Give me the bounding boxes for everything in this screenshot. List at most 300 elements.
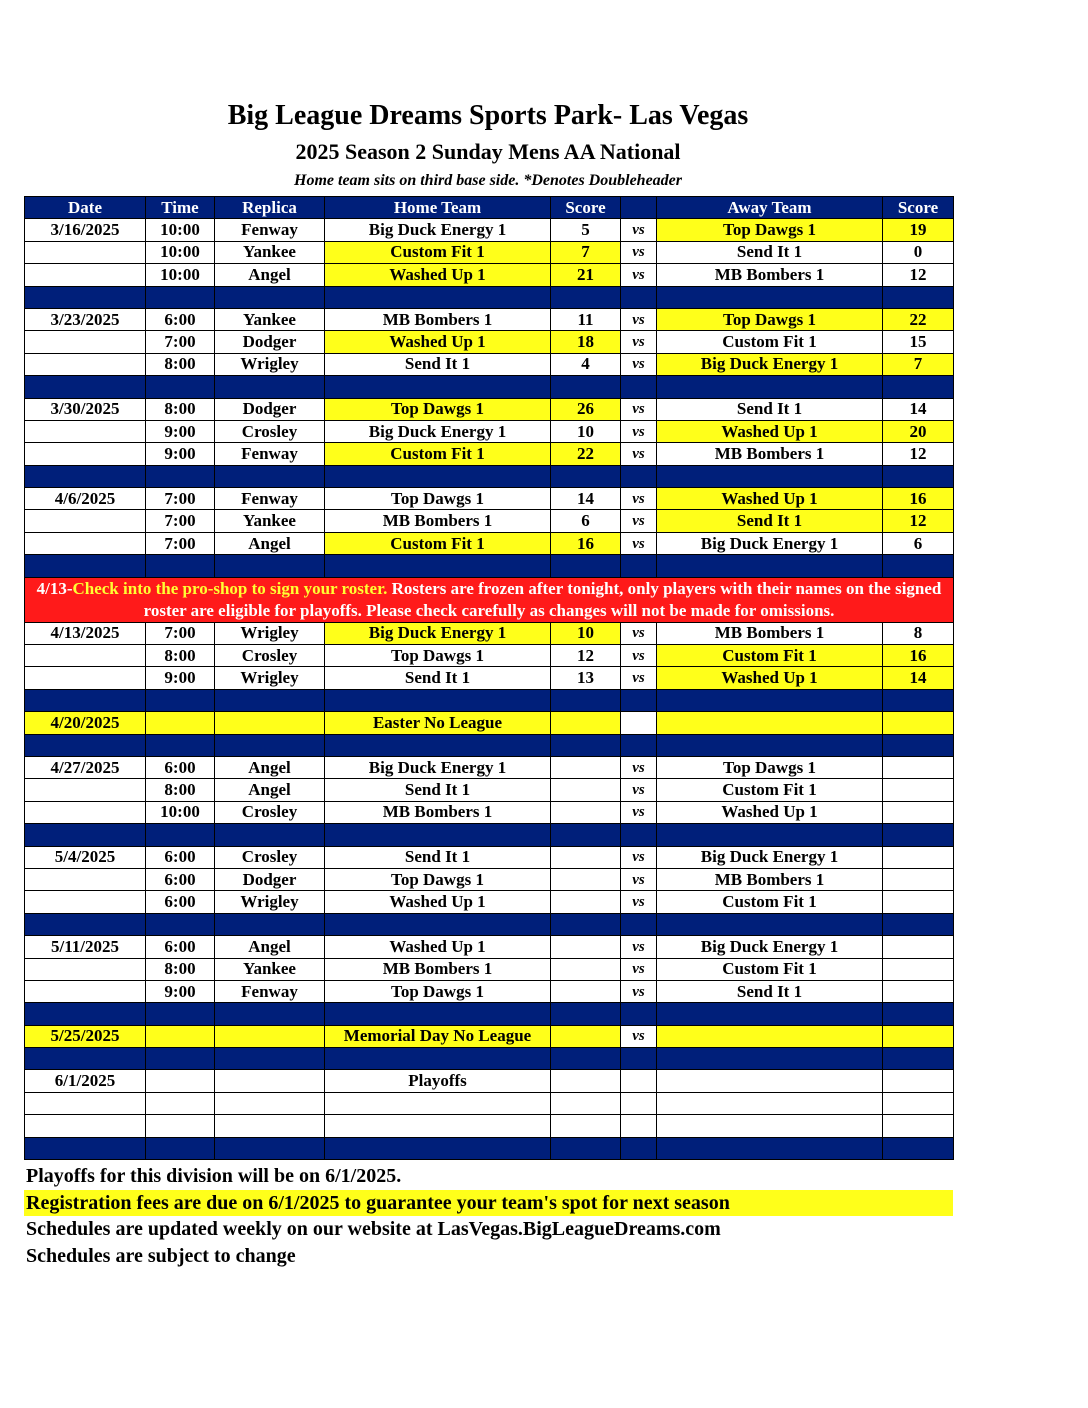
replica-cell <box>215 1115 325 1137</box>
game-row <box>25 622 954 644</box>
away-score-cell <box>883 1070 954 1092</box>
replica-cell: Fenway <box>215 219 325 241</box>
date-cell: 5/4/2025 <box>25 846 146 868</box>
home-score-cell <box>551 712 621 734</box>
time-cell: 9:00 <box>146 667 215 689</box>
date-cell <box>25 779 146 801</box>
replica-cell: Angel <box>215 779 325 801</box>
separator-row <box>25 1137 954 1159</box>
home-score-cell: 13 <box>551 667 621 689</box>
away-team-cell <box>657 712 883 734</box>
separator-cell <box>883 555 954 577</box>
separator-cell <box>146 689 215 711</box>
time-cell: 10:00 <box>146 264 215 286</box>
game-row <box>25 980 954 1002</box>
separator-cell <box>657 1003 883 1025</box>
replica-cell <box>215 1025 325 1047</box>
home-score-cell <box>551 891 621 913</box>
separator-cell <box>215 824 325 846</box>
separator-cell <box>215 465 325 487</box>
home-team-cell: Top Dawgs 1 <box>325 488 551 510</box>
separator-cell <box>657 689 883 711</box>
time-cell: 7:00 <box>146 488 215 510</box>
separator-cell <box>146 824 215 846</box>
vs-cell: vs <box>621 846 657 868</box>
home-team-cell: Memorial Day No League <box>325 1025 551 1047</box>
away-team-cell: Send It 1 <box>657 398 883 420</box>
separator-cell <box>325 555 551 577</box>
home-score-cell: 18 <box>551 331 621 353</box>
time-cell: 6:00 <box>146 308 215 330</box>
time-cell: 6:00 <box>146 756 215 778</box>
away-score-cell: 19 <box>883 219 954 241</box>
game-row <box>25 264 954 286</box>
separator-cell <box>215 913 325 935</box>
date-cell <box>25 331 146 353</box>
separator-cell <box>551 1137 621 1159</box>
time-cell: 7:00 <box>146 510 215 532</box>
home-team-cell: Playoffs <box>325 1070 551 1092</box>
away-team-cell: Big Duck Energy 1 <box>657 846 883 868</box>
separator-cell <box>25 1048 146 1070</box>
time-cell: 9:00 <box>146 980 215 1002</box>
away-score-cell: 22 <box>883 308 954 330</box>
home-team-cell <box>325 1115 551 1137</box>
vs-cell: vs <box>621 241 657 263</box>
separator-cell <box>25 376 146 398</box>
game-row <box>25 353 954 375</box>
separator-cell <box>325 1137 551 1159</box>
roster-warning-row <box>25 577 954 622</box>
home-team-cell: Custom Fit 1 <box>325 532 551 554</box>
separator-cell <box>657 1137 883 1159</box>
replica-cell: Crosley <box>215 801 325 823</box>
time-cell: 7:00 <box>146 331 215 353</box>
home-team-cell: Top Dawgs 1 <box>325 868 551 890</box>
time-cell: 10:00 <box>146 219 215 241</box>
home-score-cell <box>551 779 621 801</box>
time-cell <box>146 1070 215 1092</box>
separator-cell <box>215 286 325 308</box>
date-cell <box>25 353 146 375</box>
replica-cell: Dodger <box>215 868 325 890</box>
home-team-cell: Send It 1 <box>325 353 551 375</box>
separator-cell <box>657 286 883 308</box>
game-row <box>25 510 954 532</box>
home-score-cell <box>551 756 621 778</box>
away-team-cell: Custom Fit 1 <box>657 331 883 353</box>
separator-cell <box>25 1137 146 1159</box>
home-score-cell: 22 <box>551 443 621 465</box>
separator-cell <box>883 824 954 846</box>
date-cell: 5/11/2025 <box>25 936 146 958</box>
separator-cell <box>657 465 883 487</box>
game-row <box>25 1115 954 1137</box>
home-team-cell: Send It 1 <box>325 846 551 868</box>
separator-cell <box>25 689 146 711</box>
separator-row <box>25 689 954 711</box>
away-score-cell: 12 <box>883 264 954 286</box>
home-team-cell: Custom Fit 1 <box>325 443 551 465</box>
time-cell: 10:00 <box>146 241 215 263</box>
separator-cell <box>25 286 146 308</box>
time-cell: 8:00 <box>146 398 215 420</box>
separator-cell <box>883 734 954 756</box>
away-team-cell: Washed Up 1 <box>657 667 883 689</box>
separator-cell <box>551 286 621 308</box>
game-row <box>25 936 954 958</box>
home-score-cell <box>551 1025 621 1047</box>
date-cell <box>25 980 146 1002</box>
game-row <box>25 756 954 778</box>
away-team-cell <box>657 1115 883 1137</box>
time-cell: 6:00 <box>146 868 215 890</box>
separator-cell <box>621 689 657 711</box>
vs-cell: vs <box>621 532 657 554</box>
away-score-cell <box>883 1025 954 1047</box>
separator-cell <box>883 1137 954 1159</box>
game-row <box>25 398 954 420</box>
game-row <box>25 846 954 868</box>
vs-cell: vs <box>621 443 657 465</box>
vs-cell: vs <box>621 936 657 958</box>
away-score-cell <box>883 891 954 913</box>
separator-cell <box>551 1048 621 1070</box>
separator-row <box>25 465 954 487</box>
date-cell <box>25 420 146 442</box>
home-team-cell: Washed Up 1 <box>325 891 551 913</box>
separator-cell <box>215 1137 325 1159</box>
website-note: Schedules are updated weekly on our website at LasVegas.BigLeagueDreams.com <box>26 1218 721 1240</box>
separator-cell <box>215 555 325 577</box>
separator-cell <box>25 465 146 487</box>
banner-highlight: Check into the pro-shop to sign your roster. <box>72 578 388 598</box>
away-score-cell: 16 <box>883 645 954 667</box>
replica-cell: Dodger <box>215 398 325 420</box>
game-row <box>25 420 954 442</box>
away-team-cell: Send It 1 <box>657 241 883 263</box>
replica-cell: Yankee <box>215 510 325 532</box>
separator-cell <box>25 555 146 577</box>
date-cell: 4/13/2025 <box>25 622 146 644</box>
away-score-cell <box>883 980 954 1002</box>
separator-cell <box>25 734 146 756</box>
replica-cell: Fenway <box>215 443 325 465</box>
separator-cell <box>883 689 954 711</box>
separator-cell <box>657 555 883 577</box>
home-team-cell: Big Duck Energy 1 <box>325 622 551 644</box>
replica-cell: Crosley <box>215 420 325 442</box>
away-score-cell: 14 <box>883 398 954 420</box>
date-cell <box>25 241 146 263</box>
separator-cell <box>325 734 551 756</box>
separator-cell <box>621 1048 657 1070</box>
date-cell: 4/27/2025 <box>25 756 146 778</box>
separator-row <box>25 1003 954 1025</box>
away-score-cell <box>883 801 954 823</box>
away-score-cell: 6 <box>883 532 954 554</box>
column-header-home-team: Home Team <box>325 197 551 219</box>
replica-cell: Fenway <box>215 980 325 1002</box>
separator-row <box>25 913 954 935</box>
separator-cell <box>621 1137 657 1159</box>
date-cell <box>25 868 146 890</box>
home-team-cell: MB Bombers 1 <box>325 510 551 532</box>
away-team-cell: Custom Fit 1 <box>657 645 883 667</box>
replica-cell: Dodger <box>215 331 325 353</box>
game-row <box>25 891 954 913</box>
separator-cell <box>325 465 551 487</box>
separator-row <box>25 286 954 308</box>
separator-cell <box>215 1003 325 1025</box>
time-cell <box>146 1025 215 1047</box>
home-score-cell: 21 <box>551 264 621 286</box>
replica-cell: Yankee <box>215 308 325 330</box>
separator-cell <box>883 1048 954 1070</box>
date-cell: 6/1/2025 <box>25 1070 146 1092</box>
separator-row <box>25 824 954 846</box>
time-cell: 7:00 <box>146 622 215 644</box>
game-row <box>25 241 954 263</box>
vs-cell: vs <box>621 420 657 442</box>
vs-cell <box>621 1115 657 1137</box>
separator-cell <box>657 734 883 756</box>
vs-cell: vs <box>621 331 657 353</box>
separator-cell <box>621 824 657 846</box>
separator-cell <box>621 734 657 756</box>
roster-warning-banner <box>25 577 954 622</box>
separator-cell <box>215 734 325 756</box>
date-cell <box>25 532 146 554</box>
away-score-cell <box>883 756 954 778</box>
separator-cell <box>551 1003 621 1025</box>
column-header-time: Time <box>146 197 215 219</box>
date-cell <box>25 801 146 823</box>
vs-cell: vs <box>621 488 657 510</box>
home-team-cell: Send It 1 <box>325 667 551 689</box>
replica-cell: Angel <box>215 532 325 554</box>
home-team-cell: Top Dawgs 1 <box>325 398 551 420</box>
home-team-cell: MB Bombers 1 <box>325 958 551 980</box>
separator-row <box>25 1048 954 1070</box>
banner-prefix: 4/13- <box>36 578 73 598</box>
date-cell <box>25 443 146 465</box>
playoffs-note: Playoffs for this division will be on 6/1/2025. <box>26 1165 402 1187</box>
away-team-cell: MB Bombers 1 <box>657 264 883 286</box>
replica-cell <box>215 712 325 734</box>
date-cell <box>25 264 146 286</box>
replica-cell <box>215 1070 325 1092</box>
separator-cell <box>325 689 551 711</box>
home-team-cell: Big Duck Energy 1 <box>325 756 551 778</box>
separator-cell <box>146 734 215 756</box>
away-team-cell: MB Bombers 1 <box>657 443 883 465</box>
column-header-away-score: Score <box>883 197 954 219</box>
separator-cell <box>325 913 551 935</box>
game-row <box>25 868 954 890</box>
vs-cell: vs <box>621 1025 657 1047</box>
vs-cell: vs <box>621 891 657 913</box>
separator-cell <box>25 1003 146 1025</box>
vs-cell: vs <box>621 510 657 532</box>
time-cell: 6:00 <box>146 846 215 868</box>
time-cell: 8:00 <box>146 958 215 980</box>
date-cell <box>25 645 146 667</box>
away-score-cell <box>883 958 954 980</box>
home-score-cell <box>551 1070 621 1092</box>
separator-cell <box>883 376 954 398</box>
date-cell: 5/25/2025 <box>25 1025 146 1047</box>
home-team-cell: Easter No League <box>325 712 551 734</box>
vs-cell: vs <box>621 801 657 823</box>
away-team-cell: MB Bombers 1 <box>657 868 883 890</box>
separator-row <box>25 376 954 398</box>
vs-cell: vs <box>621 398 657 420</box>
separator-cell <box>146 1048 215 1070</box>
away-team-cell: Big Duck Energy 1 <box>657 353 883 375</box>
away-team-cell: Custom Fit 1 <box>657 779 883 801</box>
time-cell: 8:00 <box>146 779 215 801</box>
separator-cell <box>325 824 551 846</box>
game-row <box>25 645 954 667</box>
away-team-cell <box>657 1025 883 1047</box>
away-team-cell: Washed Up 1 <box>657 488 883 510</box>
separator-cell <box>883 286 954 308</box>
vs-cell <box>621 1070 657 1092</box>
away-score-cell: 16 <box>883 488 954 510</box>
column-header-replica: Replica <box>215 197 325 219</box>
home-score-cell <box>551 958 621 980</box>
separator-cell <box>146 1003 215 1025</box>
home-team-cell <box>325 1092 551 1114</box>
game-row <box>25 1070 954 1092</box>
away-team-cell: Top Dawgs 1 <box>657 308 883 330</box>
home-score-cell <box>551 868 621 890</box>
home-score-cell <box>551 936 621 958</box>
date-cell <box>25 510 146 532</box>
time-cell <box>146 1092 215 1114</box>
date-cell: 3/23/2025 <box>25 308 146 330</box>
replica-cell: Angel <box>215 264 325 286</box>
schedule-table <box>24 196 954 1160</box>
separator-cell <box>551 913 621 935</box>
separator-cell <box>621 376 657 398</box>
vs-cell: vs <box>621 308 657 330</box>
away-score-cell <box>883 712 954 734</box>
separator-cell <box>621 913 657 935</box>
separator-cell <box>215 689 325 711</box>
separator-cell <box>146 376 215 398</box>
vs-cell: vs <box>621 958 657 980</box>
column-header-home-score: Score <box>551 197 621 219</box>
away-score-cell: 15 <box>883 331 954 353</box>
time-cell: 6:00 <box>146 936 215 958</box>
game-row <box>25 331 954 353</box>
separator-cell <box>883 465 954 487</box>
home-team-cell: MB Bombers 1 <box>325 308 551 330</box>
separator-row <box>25 734 954 756</box>
separator-cell <box>551 376 621 398</box>
away-team-cell: Custom Fit 1 <box>657 891 883 913</box>
home-team-cell: Washed Up 1 <box>325 331 551 353</box>
separator-cell <box>325 286 551 308</box>
home-team-note: Home team sits on third base side. *Denotes Doubleheader <box>294 172 682 189</box>
home-team-cell: Big Duck Energy 1 <box>325 219 551 241</box>
away-score-cell <box>883 846 954 868</box>
away-team-cell: Send It 1 <box>657 980 883 1002</box>
time-cell: 9:00 <box>146 420 215 442</box>
home-team-cell: Custom Fit 1 <box>325 241 551 263</box>
column-header-away-team: Away Team <box>657 197 883 219</box>
vs-cell: vs <box>621 980 657 1002</box>
away-score-cell: 7 <box>883 353 954 375</box>
separator-cell <box>146 465 215 487</box>
away-team-cell: Custom Fit 1 <box>657 958 883 980</box>
separator-cell <box>551 555 621 577</box>
away-team-cell: Top Dawgs 1 <box>657 219 883 241</box>
game-row <box>25 219 954 241</box>
home-team-cell: Washed Up 1 <box>325 936 551 958</box>
away-score-cell: 8 <box>883 622 954 644</box>
separator-cell <box>551 734 621 756</box>
vs-cell <box>621 1092 657 1114</box>
vs-cell: vs <box>621 645 657 667</box>
vs-cell: vs <box>621 219 657 241</box>
time-cell: 8:00 <box>146 353 215 375</box>
banner-rest: Rosters are frozen after tonight, only players with their names on the signed roster are eligible for playoffs. Please check carefully as changes will not be made for omissions. <box>143 578 942 620</box>
vs-cell: vs <box>621 756 657 778</box>
away-team-cell: MB Bombers 1 <box>657 622 883 644</box>
table-header-row <box>25 197 954 219</box>
vs-cell: vs <box>621 264 657 286</box>
separator-cell <box>883 1003 954 1025</box>
away-team-cell: Big Duck Energy 1 <box>657 532 883 554</box>
separator-cell <box>657 913 883 935</box>
registration-note: Registration fees are due on 6/1/2025 to guarantee your team's spot for next season <box>24 1190 953 1216</box>
home-score-cell: 16 <box>551 532 621 554</box>
vs-cell: vs <box>621 622 657 644</box>
date-cell <box>25 958 146 980</box>
separator-cell <box>215 1048 325 1070</box>
separator-cell <box>146 1137 215 1159</box>
separator-cell <box>657 376 883 398</box>
home-team-cell: Top Dawgs 1 <box>325 980 551 1002</box>
home-score-cell: 26 <box>551 398 621 420</box>
time-cell: 10:00 <box>146 801 215 823</box>
game-row <box>25 667 954 689</box>
separator-row <box>25 555 954 577</box>
holiday-row <box>25 1025 954 1047</box>
home-score-cell: 10 <box>551 420 621 442</box>
home-score-cell: 12 <box>551 645 621 667</box>
time-cell: 8:00 <box>146 645 215 667</box>
replica-cell: Crosley <box>215 645 325 667</box>
replica-cell: Wrigley <box>215 622 325 644</box>
away-team-cell <box>657 1070 883 1092</box>
date-cell <box>25 891 146 913</box>
date-cell <box>25 667 146 689</box>
home-score-cell: 5 <box>551 219 621 241</box>
home-score-cell: 4 <box>551 353 621 375</box>
date-cell: 4/20/2025 <box>25 712 146 734</box>
game-row <box>25 443 954 465</box>
separator-cell <box>551 824 621 846</box>
separator-cell <box>551 689 621 711</box>
separator-cell <box>146 555 215 577</box>
home-score-cell <box>551 980 621 1002</box>
away-score-cell <box>883 1092 954 1114</box>
separator-cell <box>325 1003 551 1025</box>
